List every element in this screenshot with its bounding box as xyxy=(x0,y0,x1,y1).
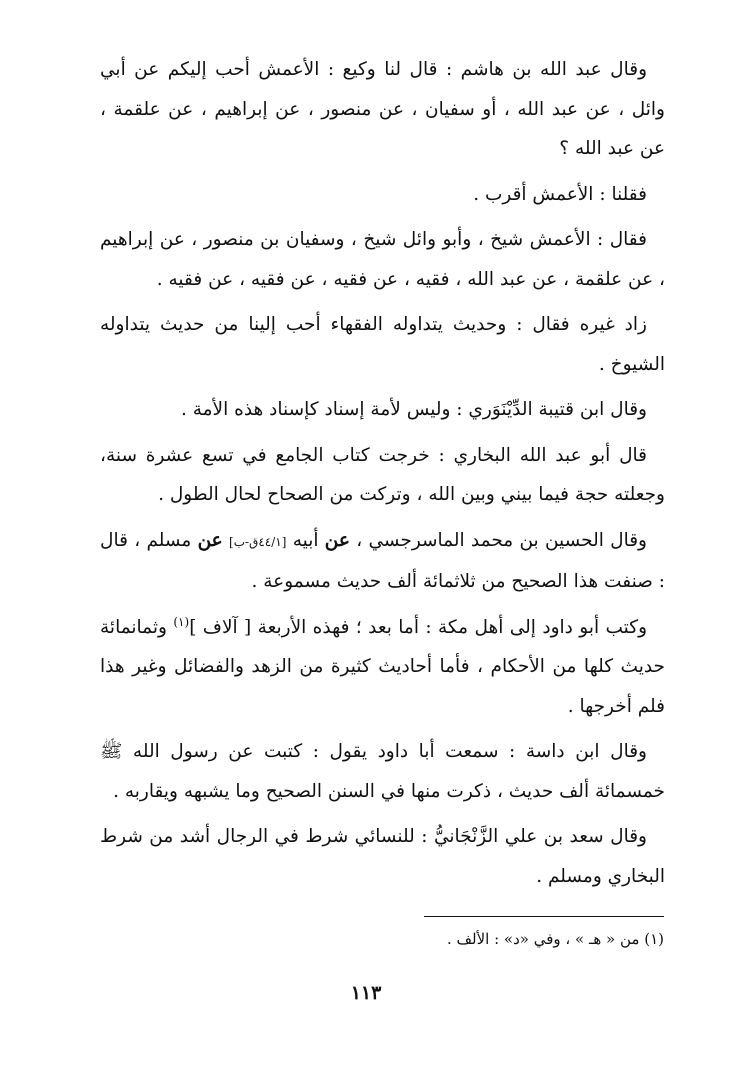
footnote-separator xyxy=(424,916,664,917)
paragraph-2: فقلنا : الأعمش أقرب . xyxy=(473,183,647,205)
paragraph-1: وقال عبد الله بن هاشم : قال لنا وكيع : الأعمش أحب إليكم عن أبي وائل ، عن عبد الله ، أو سفيان ، عن منصور ، عن إبراهيم ، عن علقمة ، عن عبد الله ؟ xyxy=(100,59,665,159)
main-text xyxy=(100,50,665,902)
footnote-marker: (١) xyxy=(173,614,190,629)
paragraph-7: وقال الحسين بن محمد الماسرجسي ، عن أبيه [٤٤/١ق-ب] عن مسلم ، قال : صنفت هذا الصحيح من ثلاثمائة ألف حديث مسموعة . xyxy=(100,529,665,592)
paragraph-9: وقال ابن داسة : سمعت أبا داود يقول : كتبت عن رسول الله ﷺ خمسمائة ألف حديث ، ذكرت منها في السنن الصحيح وما يشبهه ويقاربه . xyxy=(100,741,665,802)
paragraph-6: قال أبو عبد الله البخاري : خرجت كتاب الجامع في تسع عشرة سنة، وجعلته حجة فيما بيني وبين الله ، وتركت من الصحاح لحال الطول . xyxy=(100,444,665,505)
manuscript-folio-ref: [٤٤/١ق-ب] xyxy=(229,534,287,549)
paragraph-3: فقال : الأعمش شيخ ، وأبو وائل شيخ ، وسفيان بن منصور ، عن إبراهيم ، عن علقمة ، عن عبد الله ، فقيه ، عن فقيه ، عن فقيه ، عن فقيه . xyxy=(100,229,665,290)
paragraph-10: وقال سعد بن علي الزَّنْجَانيُّ : للنسائي شرط في الرجال أشد من شرط البخاري ومسلم . xyxy=(100,826,665,887)
paragraph-8: وكتب أبو داود إلى أهل مكة : أما بعد ؛ فهذه الأربعة [ آلاف ]$^{(١)}$ وثمانمائة حديث كلها من الأحكام ، فأما أحاديث كثيرة من الزهد والفضائل وغير هذا فلم أخرجها . xyxy=(100,614,665,717)
footnote: (١) من « هـ » ، وفي «د» : الألف . xyxy=(446,930,664,948)
paragraph-5: وقال ابن قتيبة الدِّيْنَوَري : وليس لأمة إسناد كإسناد هذه الأمة . xyxy=(180,399,647,420)
paragraph-4: زاد غيره فقال : وحديث يتداوله الفقهاء أحب إلينا من حديث يتداوله الشيوخ . xyxy=(100,314,665,375)
page-number: ١١٣ xyxy=(350,982,382,1004)
